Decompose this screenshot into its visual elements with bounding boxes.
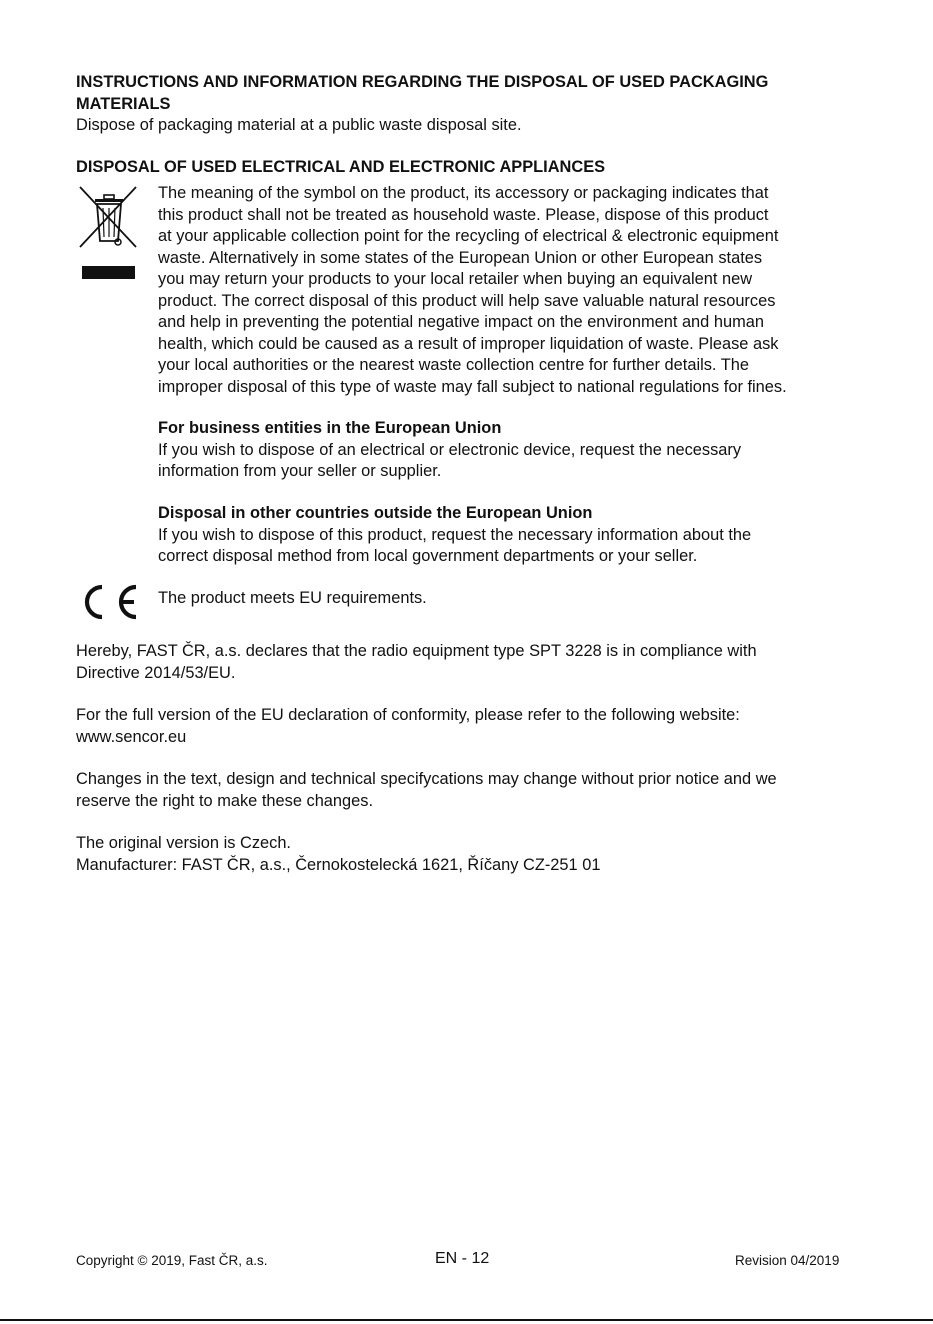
- weee-line: your local authorities or the nearest waste collection centre for further details. The: [158, 356, 749, 374]
- manufacturer-line: Manufacturer: FAST ČR, a.s., Černokostelecká 1621, Říčany CZ-251 01: [76, 855, 601, 874]
- weee-line: health, which could be caused as a result of improper liquidation of waste. Please ask: [158, 334, 779, 353]
- packaging-text: Dispose of packaging material at a public waste disposal site.: [76, 116, 522, 134]
- footer-revision: Revision 04/2019: [735, 1253, 840, 1268]
- changes-section: [76, 769, 866, 812]
- conformity-line: For the full version of the EU declaration of conformity, please refer to the following website:: [76, 706, 740, 724]
- website-link[interactable]: www.sencor.eu: [76, 727, 187, 746]
- original-version-line: The original version is Czech.: [76, 834, 291, 852]
- footer-page-number: EN - 12: [435, 1250, 490, 1267]
- declaration-line: Directive 2014/53/EU.: [76, 663, 236, 682]
- business-heading: For business entities in the European Union: [158, 419, 502, 437]
- outside-eu-line: If you wish to dispose of this product, request the necessary information about the: [158, 525, 752, 544]
- weee-line: improper disposal of this type of waste may fall subject to national regulations for fines.: [158, 377, 787, 396]
- origin-section: [76, 833, 866, 876]
- ce-section: [158, 588, 858, 610]
- outside-eu-section: [158, 503, 858, 568]
- packaging-heading-line2: MATERIALS: [76, 94, 171, 113]
- weee-heading: DISPOSAL OF USED ELECTRICAL AND ELECTRONIC APPLIANCES: [76, 158, 606, 176]
- changes-line: reserve the right to make these changes.: [76, 791, 374, 810]
- packaging-heading-line1: INSTRUCTIONS AND INFORMATION REGARDING THE DISPOSAL OF USED PACKAGING: [76, 73, 769, 91]
- weee-section-heading-wrap: [76, 157, 866, 179]
- packaging-section: [76, 72, 866, 137]
- outside-eu-heading: Disposal in other countries outside the European Union: [158, 504, 593, 522]
- declaration-line: Hereby, FAST ČR, a.s. declares that the radio equipment type SPT 3228 is in compliance with: [76, 642, 757, 660]
- conformity-section: [76, 705, 866, 748]
- crossed-out-wheelie-bin-icon: [78, 185, 140, 285]
- weee-line: product. The correct disposal of this product will help save valuable natural resources: [158, 291, 776, 310]
- weee-body: [158, 183, 858, 398]
- weee-line: The meaning of the symbol on the product, its accessory or packaging indicates that: [158, 184, 769, 202]
- weee-line: you may return your products to your local retailer when buying an equivalent new: [158, 270, 753, 288]
- business-entities-section: [158, 418, 858, 483]
- weee-line: at your applicable collection point for the recycling of electrical & electronic equipment: [158, 227, 779, 245]
- footer-copyright: Copyright © 2019, Fast ČR, a.s.: [76, 1253, 268, 1268]
- changes-line: Changes in the text, design and technical specifycations may change without prior notice and we: [76, 770, 777, 788]
- outside-eu-line: correct disposal method from local government departments or your seller.: [158, 547, 698, 565]
- ce-text: The product meets EU requirements.: [158, 589, 427, 607]
- weee-line: and help in preventing the potential negative impact on the environment and human: [158, 313, 764, 331]
- business-line: If you wish to dispose of an electrical or electronic device, request the necessary: [158, 440, 742, 459]
- weee-line: waste. Alternatively in some states of the European Union or other European states: [158, 248, 763, 267]
- declaration-section: [76, 641, 866, 684]
- bottom-divider: [0, 1319, 933, 1321]
- ce-mark-icon: [78, 582, 138, 622]
- weee-line: this product shall not be treated as household waste. Please, dispose of this product: [158, 205, 769, 224]
- business-line: information from your seller or supplier.: [158, 462, 442, 480]
